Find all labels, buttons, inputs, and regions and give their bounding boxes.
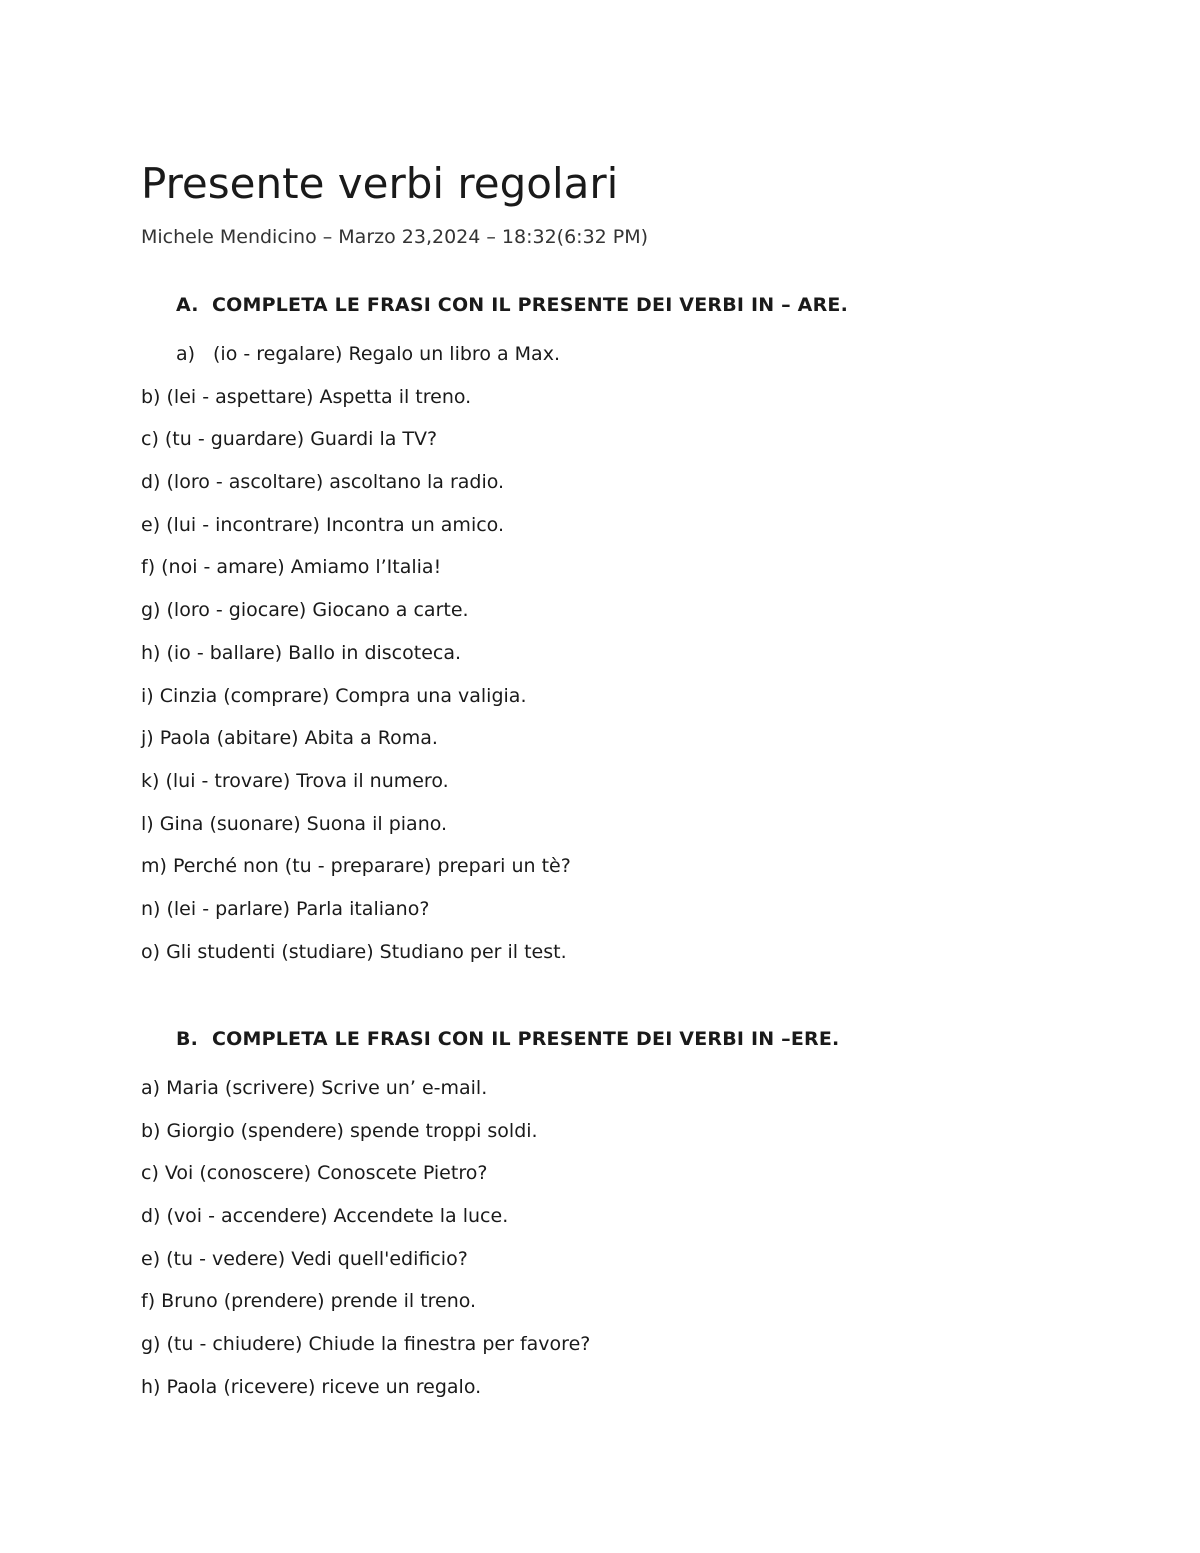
list-item: b) Giorgio (spendere) spende troppi soldi. — [141, 1119, 538, 1142]
list-item: n) (lei - parlare) Parla italiano? — [141, 897, 430, 920]
list-item: f) Bruno (prendere) prende il treno. — [141, 1290, 477, 1313]
list-item: g) (loro - giocare) Giocano a carte. — [141, 599, 469, 622]
list-item: h) (io - ballare) Ballo in discoteca. — [141, 641, 462, 664]
section-a-list — [141, 341, 571, 981]
list-item: c) Voi (conoscere) Conoscete Pietro? — [141, 1162, 488, 1185]
section-a-heading — [176, 292, 848, 318]
list-item: j) Paola (abitare) Abita a Roma. — [141, 727, 438, 750]
list-item: d) (loro - ascoltare) ascoltano la radio. — [141, 471, 505, 494]
section-b-marker: B. — [176, 1028, 199, 1050]
section-a-marker: A. — [176, 294, 199, 316]
list-item: g) (tu - chiudere) Chiude la finestra per favore? — [141, 1333, 591, 1356]
list-item: k) (lui - trovare) Trova il numero. — [141, 769, 449, 792]
list-item: e) (lui - incontrare) Incontra un amico. — [141, 513, 504, 536]
list-item: h) Paola (ricevere) riceve un regalo. — [141, 1375, 482, 1398]
list-item-text: (io - regalare) Regalo un libro a Max. — [213, 343, 560, 365]
section-a-heading-text: COMPLETA LE FRASI CON IL PRESENTE DEI VERBI IN – ARE. — [212, 294, 849, 316]
list-item: l) Gina (suonare) Suona il piano. — [141, 812, 448, 835]
section-b-heading-text: COMPLETA LE FRASI CON IL PRESENTE DEI VERBI IN –ERE. — [212, 1028, 840, 1050]
list-item: i) Cinzia (comprare) Compra una valigia. — [141, 684, 527, 707]
list-item: o) Gli studenti (studiare) Studiano per il test. — [141, 940, 567, 963]
document-title: Presente verbi regolari — [141, 159, 619, 208]
section-b-heading — [176, 1026, 839, 1052]
list-item: a) Maria (scrivere) Scrive un’ e-mail. — [141, 1077, 488, 1099]
section-b-list — [141, 1075, 590, 1417]
list-item: e) (tu - vedere) Vedi quell'edificio? — [141, 1247, 468, 1270]
list-item-marker: a) — [176, 343, 196, 365]
list-item: c) (tu - guardare) Guardi la TV? — [141, 428, 438, 451]
document-byline: Michele Mendicino – Marzo 23,2024 – 18:32(6:32 PM) — [141, 226, 649, 248]
list-item: d) (voi - accendere) Accendete la luce. — [141, 1205, 509, 1228]
list-item: m) Perché non (tu - preparare) prepari un tè? — [141, 855, 571, 878]
list-item: b) (lei - aspettare) Aspetta il treno. — [141, 385, 472, 408]
list-item: f) (noi - amare) Amiamo l’Italia! — [141, 556, 442, 579]
list-item — [141, 341, 571, 384]
